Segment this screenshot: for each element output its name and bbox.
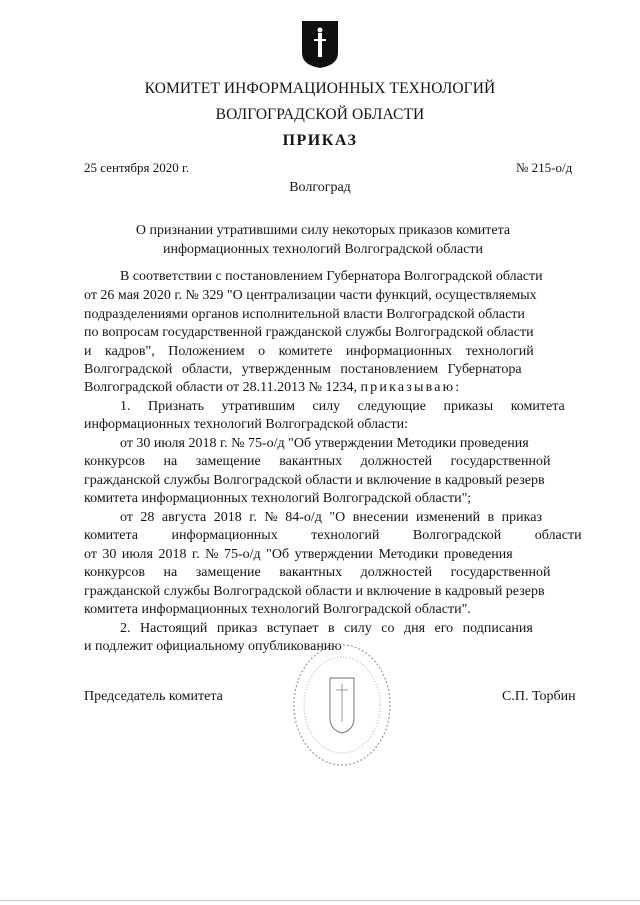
title-line: информационных технологий Волгоградской области	[162, 242, 484, 257]
body-line: от 30 июля 2018 г. № 75-о/д "Об утверждении Методики проведения	[84, 547, 513, 562]
committee-name-line2: ВОЛГОГРАДСКОЙ ОБЛАСТИ	[215, 106, 425, 123]
body-line: от 30 июля 2018 г. № 75-о/д "Об утверждении Методики проведения	[120, 436, 529, 451]
body-line: и кадров", Положением о комитете информационных технологий	[84, 344, 534, 359]
body-line: Волгоградской области от 28.11.2013 № 1234, приказываю:	[84, 380, 462, 395]
document-city: Волгоград	[289, 180, 351, 195]
coat-of-arms-icon	[300, 19, 340, 69]
body-line: гражданской службы Волгоградской области и включение в кадровый резерв	[84, 584, 545, 599]
body-line: комитета информационных технологий Волгоградской области	[84, 528, 582, 543]
body-line: 2. Настоящий приказ вступает в силу со дня его подписания	[120, 621, 533, 636]
document-date: 25 сентября 2020 г.	[84, 160, 190, 175]
document-type: ПРИКАЗ	[282, 132, 358, 149]
body-line: комитета информационных технологий Волгоградской области".	[84, 602, 471, 617]
body-line: В соответствии с постановлением Губернатора Волгоградской области	[120, 269, 543, 284]
body-line: подразделениями органов исполнительной власти Волгоградской области	[84, 307, 525, 322]
body-line: 1. Признать утратившим силу следующие приказы комитета	[120, 399, 565, 414]
body-line: информационных технологий Волгоградской области:	[84, 417, 408, 432]
committee-name-line1: КОМИТЕТ ИНФОРМАЦИОННЫХ ТЕХНОЛОГИЙ	[144, 80, 496, 97]
body-line: комитета информационных технологий Волгоградской области";	[84, 491, 472, 506]
document-number: № 215-о/д	[516, 160, 573, 175]
body-line: и подлежит официальному опубликованию	[84, 639, 342, 654]
body-line: от 28 августа 2018 г. № 84-о/д "О внесении изменений в приказ	[120, 510, 542, 525]
body-line: конкурсов на замещение вакантных должностей государственной	[84, 454, 551, 469]
body-line: гражданской службы Волгоградской области и включение в кадровый резерв	[84, 473, 545, 488]
page-edge-divider	[0, 900, 640, 901]
title-line: О признании утратившими силу некоторых приказов комитета	[135, 223, 511, 238]
prikazyvayu-word: приказываю:	[360, 380, 462, 395]
official-seal-icon	[290, 640, 394, 770]
signer-position: Председатель комитета	[84, 689, 223, 704]
body-line: Волгоградской области, утвержденным постановлением Губернатора	[84, 362, 522, 377]
body-line: по вопросам государственной гражданской службы Волгоградской области	[84, 325, 534, 340]
body-line: от 26 мая 2020 г. № 329 "О централизации части функций, осуществляемых	[84, 288, 537, 303]
signer-name: С.П. Торбин	[502, 689, 576, 704]
body-line: конкурсов на замещение вакантных должностей государственной	[84, 565, 551, 580]
document-title	[100, 221, 546, 259]
